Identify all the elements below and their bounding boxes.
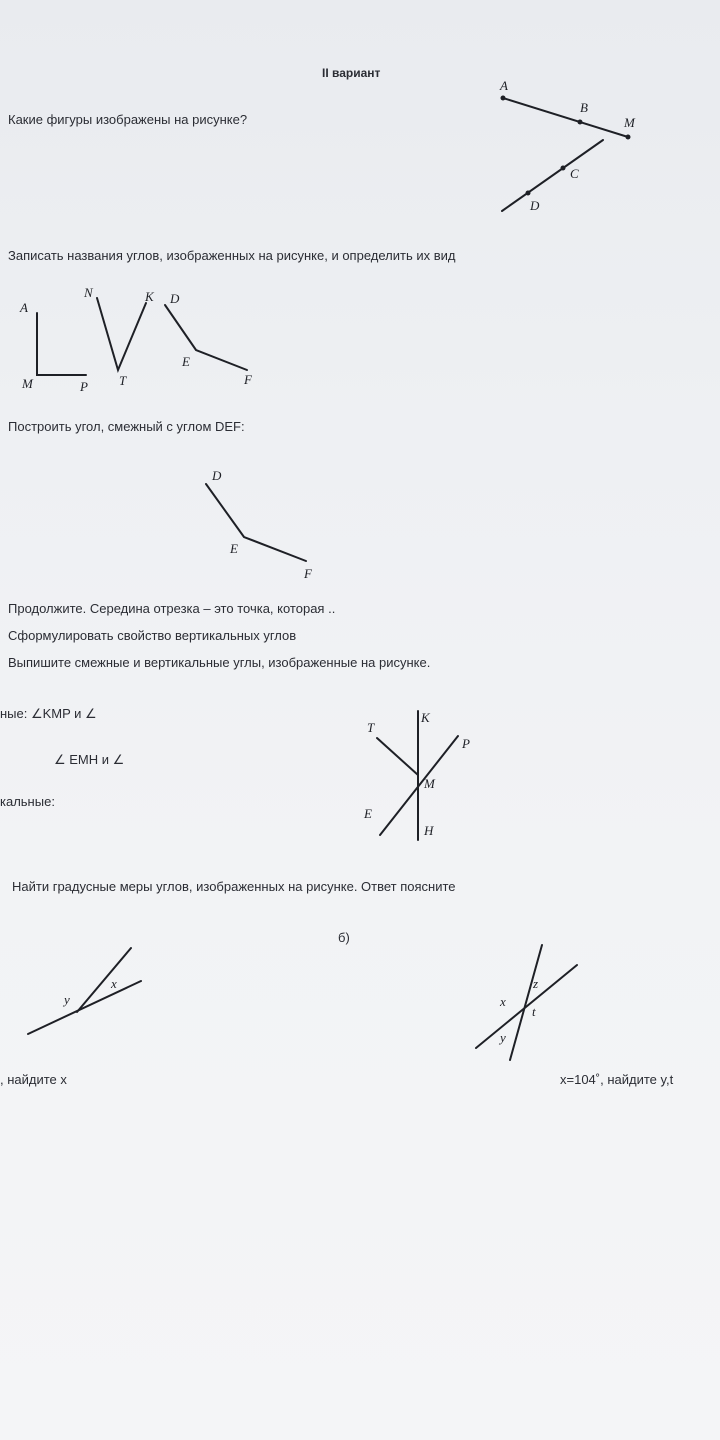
fig2-label-e: E (182, 354, 190, 369)
fig2-label-d: D (170, 291, 180, 306)
fig4-label-h: H (424, 823, 434, 838)
fig5-label-x: x (111, 976, 117, 991)
fig2-label-a: A (20, 300, 28, 315)
fig1-label-c: C (570, 166, 579, 181)
fig2-label-p: P (80, 379, 88, 394)
fig6-label-z: z (533, 976, 539, 991)
question-5: Сформулировать свойство вертикальных углов (8, 628, 297, 643)
fig2-label-k: K (145, 289, 154, 304)
fig3-label-d: D (212, 468, 222, 483)
fig3-label-f: F (304, 566, 312, 581)
fig2-label-t: T (119, 373, 127, 388)
fig1-label-b: B (580, 100, 588, 115)
fig6-label-y: y (500, 1030, 506, 1045)
fig4-label-e: E (364, 806, 372, 821)
fig1-label-d: D (530, 198, 540, 213)
fig6-label-t: t (532, 1004, 536, 1019)
vertical-angles-label: кальные: (0, 794, 55, 809)
fig6-label-x: x (500, 994, 506, 1009)
fig4-label-p: P (462, 736, 470, 751)
variant-heading: II вариант (322, 66, 381, 80)
adjacent-angles-label: ные: ∠KMP и ∠ (0, 706, 97, 721)
fig4-label-t: T (367, 720, 375, 735)
fig2-label-f: F (244, 372, 252, 387)
question-1: Какие фигуры изображены на рисунке? (8, 112, 248, 127)
subtask-b-label: б) (338, 930, 350, 945)
adjacent-angles-second: ∠ EMH и ∠ (54, 752, 125, 767)
subtask-a-text: , найдите x (0, 1072, 67, 1087)
fig2-label-m: M (22, 376, 33, 391)
question-6: Выпишите смежные и вертикальные углы, изображенные на рисунке. (8, 655, 431, 670)
fig1-label-m: M (624, 115, 635, 130)
fig4-label-k: K (421, 710, 430, 725)
question-7: Найти градусные меры углов, изображенных на рисунке. Ответ поясните (12, 879, 456, 894)
question-2: Записать названия углов, изображенных на рисунке, и определить их вид (8, 248, 456, 263)
subtask-b-text: x=104˚, найдите y,t (560, 1072, 674, 1087)
fig3-label-e: E (230, 541, 238, 556)
question-4: Продолжите. Середина отрезка – это точка, которая .. (8, 601, 336, 616)
fig4-label-m: M (424, 776, 435, 791)
fig5-label-y: y (64, 992, 70, 1007)
fig1-label-a: A (500, 78, 508, 93)
question-3: Построить угол, смежный с углом DEF: (8, 419, 245, 434)
fig2-label-n: N (84, 285, 93, 300)
